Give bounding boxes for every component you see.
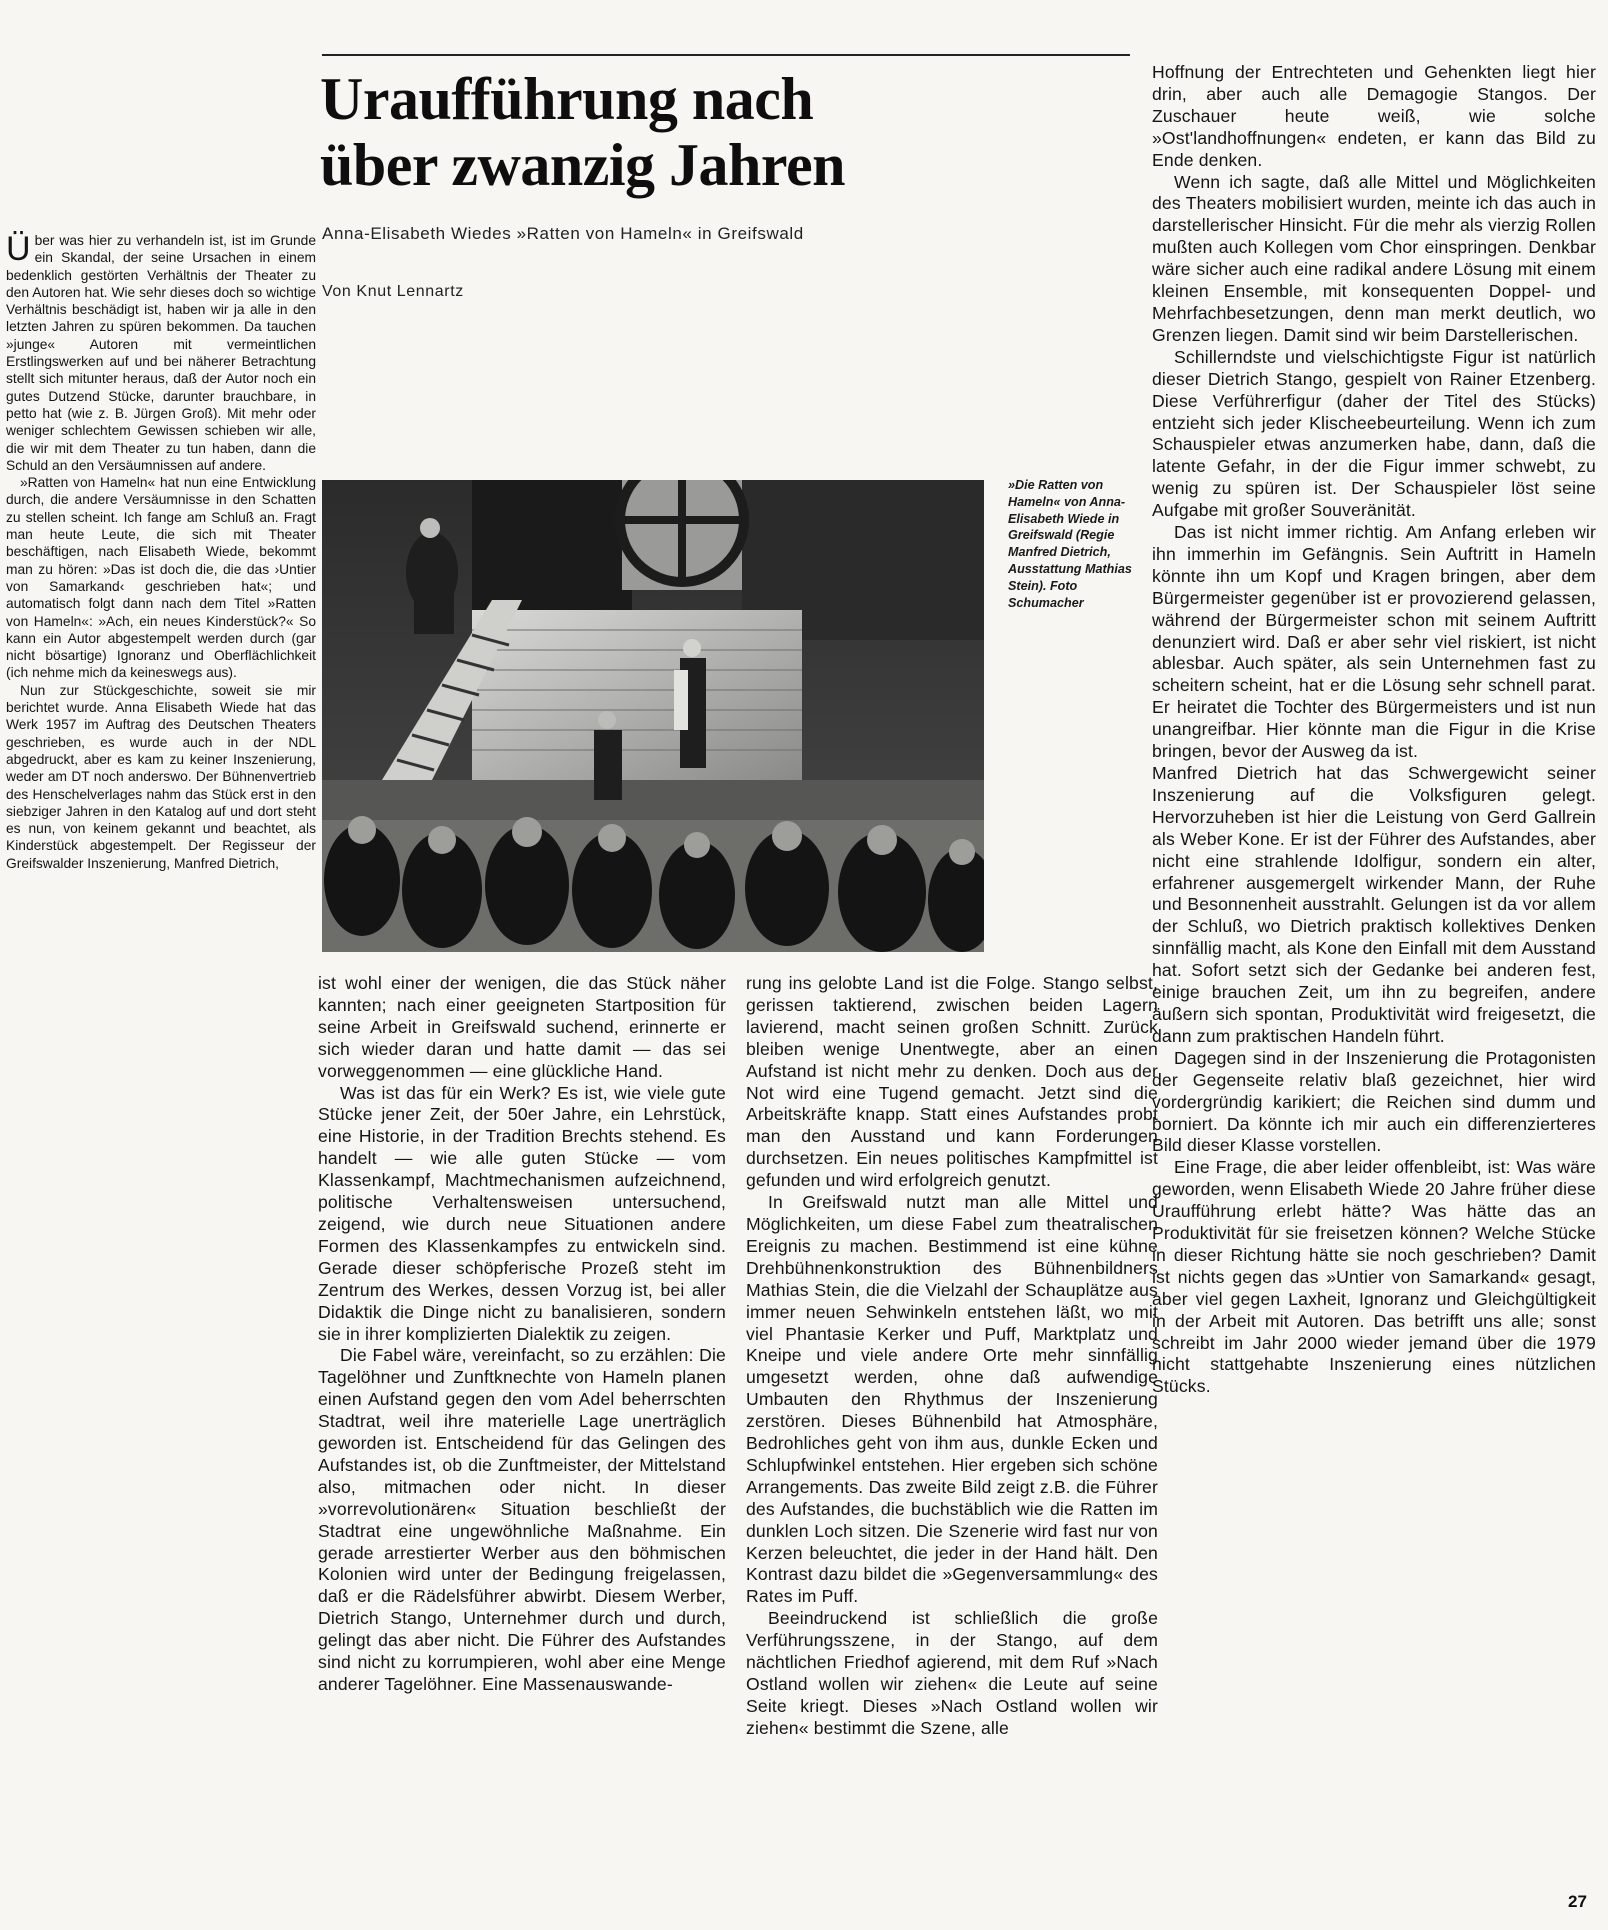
column-mid-right (746, 973, 1158, 1740)
paragraph: Die Fabel wäre, vereinfacht, so zu erzählen: Die Tagelöhner und Zunftknechte von Hameln planen einen Aufstand gegen den vom Adel beherrschten Stadtrat, weil ihre materielle Lage unerträglich geworden ist. Entscheidend für das Gelingen des Aufstandes ist, ob die Zunftmeister, der Mittelstand also, mitmachen oder nicht. In dieser »vorrevolutionären« Situation beschließt der Stadtrat eine ungewöhnliche Maßnahme. Ein gerade arrestierter Werber aus den böhmischen Kolonien wird unter der Bedingung freigelassen, daß er die Rädelsführer abwirbt. Diesem Werber, Dietrich Stango, Unternehmer durch und durch, gelingt das aber nicht. Die Führer des Aufstandes sind nicht zu korrumpieren, wohl aber eine Menge anderer Tagelöhner. Eine Massenauswande- (318, 1345, 726, 1694)
paragraph: ist wohl einer der wenigen, die das Stück näher kannten; nach einer geeigneten Startposition für seine Arbeit in Greifswald suchend, erinnerte er sich wieder daran und hatte damit — das sei vorweggenommen — eine glückliche Hand. (318, 973, 726, 1081)
paragraph: rung ins gelobte Land ist die Folge. Stango selbst, gerissen taktierend, zwischen beiden Lagern lavierend, macht seinen großen Schnitt. Zurück bleiben wenige Unentwegte, aber an einen Aufstand ist nicht mehr zu denken. Doch aus der Not wird eine Tugend gemacht. Jetzt sind die Arbeitskräfte knapp. Statt eines Aufstandes probt man den Ausstand und kann Forderungen durchsetzen. Ein neues politisches Kampfmittel ist gefunden und wird erfolgreich genutzt. (746, 973, 1158, 1191)
photo-caption: »Die Ratten von Hameln« von Anna-Elisabeth Wiede in Greifswald (Regie Manfred Dietrich, Ausstattung Mathias Stein). Foto Schumacher (1008, 478, 1132, 610)
page-number: 27 (1568, 1892, 1587, 1911)
paragraph: Schillerndste und vielschichtigste Figur ist natürlich dieser Dietrich Stango, gespielt von Rainer Etzenberg. Diese Verführerfigur (daher der Titel des Stücks) entzieht sich jeder Klischeebeurteilung. Wenn ich zum Schauspieler etwas anzumerken habe, dann, daß die latente Gefahr, in der die Figur immer schwebt, zu wenig zu spüren ist. Der Schauspieler löst seine Aufgabe mit großer Souveränität. (1152, 346, 1596, 521)
subtitle: Anna-Elisabeth Wiedes »Ratten von Hameln« in Greifswald (322, 224, 804, 243)
drop-cap: Ü (6, 230, 31, 268)
paragraph: Eine Frage, die aber leider offenbleibt, ist: Was wäre geworden, wenn Elisabeth Wiede 20 Jahre früher diese Uraufführung erlebt hätte? Was hätte das an Produktivität für sie freisetzen können? Welche Stücke in dieser Richtung hätte sie noch geschrieben? Damit ist nichts gegen das »Untier von Samarkand« gesagt, aber viel gegen Laxheit, Ignoranz und Gleichgültigkeit in der Arbeit mit Autoren. Das betrifft uns alle; sonst schreibt im Jahr 2000 wieder jemand über die 1979 nicht stattgehabte Inszenierung eines nützlichen Stücks. (1152, 1157, 1596, 1397)
paragraph: Was ist das für ein Werk? Es ist, wie viele gute Stücke jener Zeit, der 50er Jahre, ein Lehrstück, eine Historie, in der Tradition Brechts stehend. Es handelt — wie alle guten Stücke — vom Klassenkampf, Machtmechanismen aufzeichnend, politische Verhaltensweisen untersuchend, zeigend, wie durch neue Situationen andere Formen des Klassenkampfes zu entwickeln sind. Gerade dieser schöpferische Prozeß steht im Zentrum des Werkes, dessen Vorzug ist, bei aller Didaktik die Dinge nicht zu banalisieren, sondern sie in ihrer komplizierten Dialektik zu zeigen. (318, 1082, 726, 1344)
stage-photo-image (322, 480, 984, 952)
paragraph: Manfred Dietrich hat das Schwergewicht seiner Inszenierung auf die Volksfiguren gelegt. Hervorzuheben ist hier die Leistung von Gerd Gallrein als Weber Kone. Er ist der Führer des Aufstandes, aber nicht eine strahlende Idolfigur, sondern ein alter, erfahrener ausgemergelt wirkender Mann, der Ruhe und Besonnenheit ausstrahlt. Gelungen ist da vor allem der Schluß, wo Dietrich praktisch kollektives Denken sinnfällig macht, als Kone den Einfall mit dem Ausstand hat. Sofort setzt sich der Gedanke bei anderen fest, einige brauchen Zeit, um ihn zu begreifen, andere äußern sich spontan, Produktivität wird freigesetzt, die dann zum praktischen Handeln führt. (1152, 763, 1596, 1046)
column-right (1152, 62, 1596, 1398)
paragraph: Beeindruckend ist schließlich die große Verführungsszene, in der Stango, auf dem nächtlichen Friedhof agierend, mit dem Ruf »Nach Ostland wollen wir ziehen« die Leute auf seine Seite kriegt. Dieses »Nach Ostland wollen wir ziehen« bestimmt die Szene, alle (746, 1608, 1158, 1738)
paragraph: Das ist nicht immer richtig. Am Anfang erleben wir ihn immerhin im Gefängnis. Sein Auftritt in Hameln könnte ihn um Kopf und Kragen bringen, aber dem Bürgermeister gegenüber ist er provozierend gelassen, während der Bürgermeister schon mit seinem Auftritt denunziert wird. Daß er aber sehr viel riskiert, ist nicht ablesbar. Auch später, als sein Unternehmen fast zu scheitern scheint, hat er die Lösung sehr schnell parat. Er heiratet die Tochter des Bürgermeisters und ist nun unangreifbar. Hier könnte man die Figur in die Krise bringen, bevor der Ausweg da ist. (1152, 522, 1596, 762)
paragraph: Wenn ich sagte, daß alle Mittel und Möglichkeiten des Theaters mobilisiert wurden, meinte ich das auch in darstellerischer Hinsicht. Für die mehr als vierzig Rollen mußten auch Kollegen vom Chor einspringen. Denkbar wäre sicher auch eine radikal andere Lösung mit einem kleinen Ensemble, mit konsequenten Doppel- und Mehrfachbesetzungen, denn man merkt deutlich, wo Grenzen liegen. Damit sind wir beim Darstellerischen. (1152, 171, 1596, 345)
intro-column (6, 232, 316, 872)
byline: Von Knut Lennartz (322, 283, 464, 300)
intro-paragraph (6, 232, 316, 474)
column-mid-left (318, 973, 726, 1696)
intro-paragraph: »Ratten von Hameln« hat nun eine Entwicklung durch, die andere Versäumnisse in den Schatten zu stellen scheint. Ich fange am Schluß an. Fragt man heute Leute, die sich mit Theater beschäftigen, nach Elisabeth Wiede, bekommt man zu hören: »Das ist doch die, die das ›Untier von Samarkand‹ geschrieben hat«; und automatisch folgt dann nach dem Titel »Ratten von Hameln«: »Ach, ein neues Kinderstück?« So kann ein Autor abgestempelt werden durch (gar nicht bösartige) Ignoranz und Oberflächlichkeit (ich nehme mich da keineswegs aus). (6, 475, 316, 681)
stage-photo (322, 480, 984, 952)
intro-paragraph: Nun zur Stückgeschichte, soweit sie mir berichtet wurde. Anna Elisabeth Wiede hat das Werk 1957 im Auftrag des Deutschen Theaters geschrieben, es wurde auch in der NDL abgedruckt, aber es kam zu keiner Inszenierung, weder am DT noch anderswo. Der Bühnenvertrieb des Henschelverlages nahm das Stück erst in den siebziger Jahren in den Katalog auf und dort steht es nun, von keinem gekannt und beachtet, als Kinderstück abgestempelt. Der Regisseur der Greifswalder Inszenierung, Manfred Dietrich, (6, 682, 316, 871)
intro-paragraph-text: ber was hier zu verhandeln ist, ist im Grunde ein Skandal, der seine Ursachen in einem bedenklich gestörten Verhältnis der Theater zu den Autoren hat. Wie sehr dieses doch so wichtige Verhältnis beschädigt ist, haben wir ja alle in den letzten Jahren zu spüren bekommen. Da tauchen »junge« Autoren mit vermeintlichen Erstlingswerken auf und bei näherer Betrachtung stellt sich mitunter heraus, daß der Autor noch ein gutes Dutzend Stücke, darunter brauchbare, in petto hat (wie z. B. Jürgen Groß). Mit mehr oder weniger schlechtem Gewissen schieben wir alle, die wir mit dem Theater zu tun haben, dann die Schuld an den Versäumnissen auf andere. (6, 233, 316, 473)
paragraph: In Greifswald nutzt man alle Mittel und Möglichkeiten, um diese Fabel zum theatralischen Ereignis zu machen. Bestimmend ist eine kühne Drehbühnenkonstruktion des Bühnenbildners Mathias Stein, die die Vielzahl der Schauplätze aus immer neuen Sehwinkeln entstehen läßt, wo mit viel Phantasie Kerker und Puff, Marktplatz und Kneipe und viele andere Orte mehr sinnfällig umgesetzt werden, ohne daß aufwendige Umbauten den Rhythmus der Inszenierung zerstören. Dieses Bühnenbild hat Atmosphäre, Bedrohliches geht von ihm aus, dunkle Ecken und Schlupfwinkel entstehen. Hier ergeben sich schöne Arrangements. Das zweite Bild zeigt z.B. die Führer des Aufstandes, die buchstäblich wie die Ratten im dunklen Loch sitzen. Die Szenerie wird fast nur von Kerzen beleuchtet, die jeder in der Hand hält. Den Kontrast dazu bildet die »Gegenversammlung« des Rates im Puff. (746, 1192, 1158, 1607)
paragraph: Hoffnung der Entrechteten und Gehenkten liegt hier drin, aber auch alle Demagogie Stangos. Der Zuschauer heute weiß, wie solche »Ost'landhoffnungen« endeten, er kann das Bild zu Ende denken. (1152, 62, 1596, 170)
top-rule (322, 54, 1130, 56)
paragraph: Dagegen sind in der Inszenierung die Protagonisten der Gegenseite relativ blaß gezeichnet, hier wird vordergründig karikiert; die Reichen sind dumm und borniert. Da könnte ich mir auch ein differenzierteres Bild dieser Klasse vorstellen. (1152, 1047, 1596, 1156)
headline: Uraufführung nach über zwanzig Jahren (320, 66, 845, 198)
